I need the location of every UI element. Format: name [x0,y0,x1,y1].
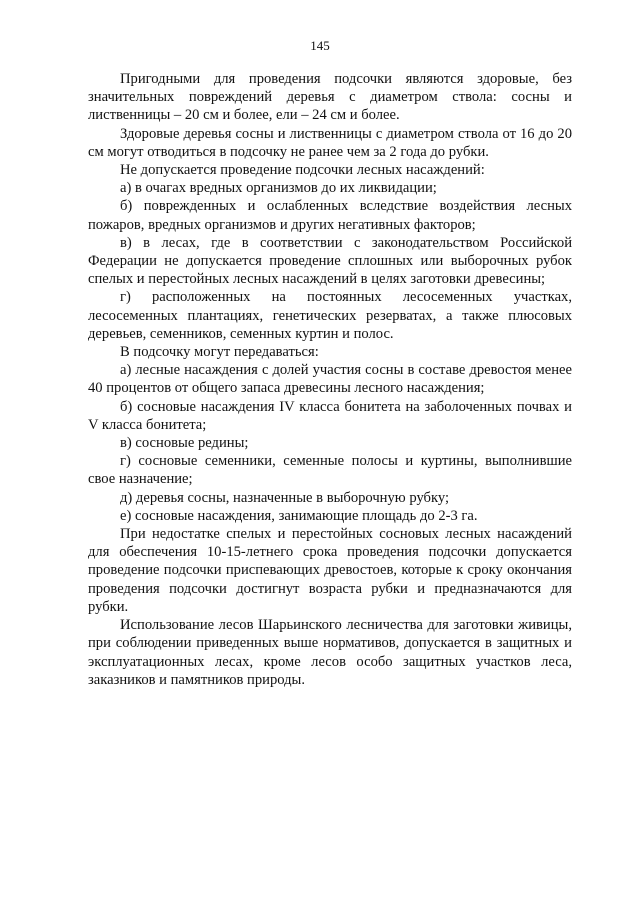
paragraph-forest-use: Использование лесов Шарьинского лесничества для заготовки живицы, при соблюдении приведенных выше нормативов, допускается в защитных и эксплуатационных лесах, кроме лесов особо защитных участков леса, заказников и памятников природы. [88,617,572,688]
list-item-transfer-e: д) деревья сосны, назначенные в выборочную рубку; [120,489,450,506]
list-item-not-allowed-a: а) в очагах вредных организмов до их ликвидации; [120,180,437,197]
list-item-not-allowed-b: б) поврежденных и ослабленных вследствие воздействия лесных пожаров, вредных организмов и других негативных факторов; [88,198,572,233]
list-item-transfer-a: а) лесные насаждения с долей участия сосны в составе древостоя менее 40 процентов от общего запаса древесины лесного насаждения; [88,362,572,397]
paragraph-healthy-trees: Здоровые деревья сосны и лиственницы с диаметром ствола от 16 до 20 см могут отводиться в подсочку не ранее чем за 2 года до рубки. [88,125,572,160]
list-item-transfer-f: е) сосновые насаждения, занимающие площадь до 2-3 га. [120,507,478,524]
paragraph-not-allowed-heading: Не допускается проведение подсочки лесных насаждений: [120,162,485,179]
page-number: 145 [310,38,330,53]
paragraph-may-transfer-heading: В подсочку могут передаваться: [120,344,319,361]
paragraph-shortage: При недостатке спелых и перестойных сосновых лесных насаждений для обеспечения 10-15-летнего срока проведения подсочки допускается проведение подсочки приспевающих древостоев, которые к сроку окончания проведения подсочки достигнут возраста рубки и предназначаются для рубки. [88,526,572,615]
list-item-transfer-b: б) сосновые насаждения IV класса бонитета на заболоченных почвах и V класса бонитета; [88,398,572,433]
list-item-transfer-d: г) сосновые семенники, семенные полосы и куртины, выполнившие свое назначение; [88,453,572,488]
list-item-not-allowed-d: г) расположенных на постоянных лесосеменных участках, лесосеменных плантациях, генетических резерватах, а также плюсовых деревьев, семенников, семенных куртин и полос. [88,289,572,342]
document-body [88,70,572,689]
paragraph-suitable-trees: Пригодными для проведения подсочки являются здоровые, без значительных повреждений деревья с диаметром ствола: сосны и лиственницы – 20 см и более, ели – 24 см и более. [88,71,572,124]
list-item-transfer-c: в) сосновые редины; [120,435,249,452]
list-item-not-allowed-c: в) в лесах, где в соответствии с законодательством Российской Федерации не допускается проведение сплошных или выборочных рубок спелых и перестойных лесных насаждений в целях заготовки древесины; [88,234,572,288]
